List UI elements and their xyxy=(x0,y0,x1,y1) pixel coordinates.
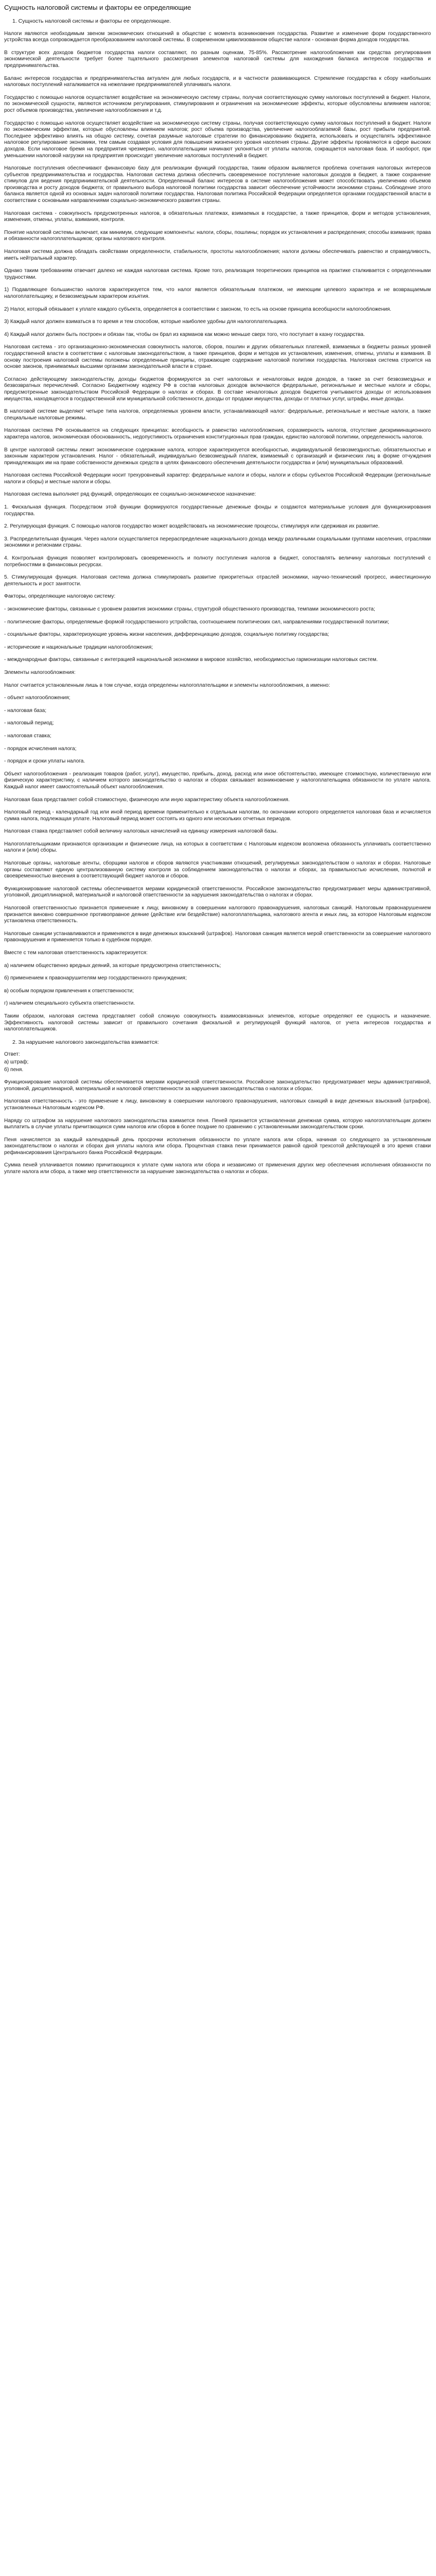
paragraph: Налоговый период - календарный год или иной период времени применительно к отдельным налогам, по окончании которого определяется налоговая база и исчисляется сумма налога, подлежащая уплате. Налоговый период может состоять из одного или нескольких отчетных периодов. xyxy=(4,809,431,822)
paragraph: Налоговая система должна обладать свойствами определенности, стабильности, простоты налогообложения; налоги должны обеспечивать равенство и справедливость, иметь нейтральный характер. xyxy=(4,249,431,261)
paragraph: - международные факторы, связанные с интеграцией национальной экономики в мировое хозяйство, необходимостью гармонизации налоговых систем. xyxy=(4,657,378,663)
paragraph: г) наличием специального субъекта ответственности. xyxy=(4,1001,135,1007)
paragraph: Налоги являются необходимым звеном экономических отношений в обществе с момента возникновения государства. Развитие и изменение форм государственного устройства всегда сопровождается преобразованием налоговой системы. В современном цивилизованном обществе налоги - основная форма доходов государства. xyxy=(4,30,431,43)
paragraph: - налоговая ставка; xyxy=(4,733,51,739)
paragraph: 1) Подавляющее большинство налогов характеризуется тем, что налог является обязательным платежом, не имеющим целевого характера и не возвращаемым налогоплательщику, и безвозмездным характером изъятия. xyxy=(4,287,431,299)
answer-option: б) пеня. xyxy=(4,1066,24,1073)
paragraph: - политические факторы, определяемые формой государственного устройства, соотношением политических сил, направлениями государственной политики; xyxy=(4,619,389,625)
paragraph: б) применением к правонарушителям мер государственного принуждения; xyxy=(4,975,187,981)
paragraph: Налог считается установленным лишь в том случае, когда определены налогоплательщики и элементы налогообложения, а именно: xyxy=(4,682,330,688)
answer-option: а) штраф; xyxy=(4,1059,29,1065)
paragraph: Сумма пеней уплачивается помимо причитающихся к уплате сумм налога или сбора и независимо от применения других мер обеспечения исполнения обязанности по уплате налога или сбора, а также мер ответственности за нарушение законодательства о налогах и сборах. xyxy=(4,1162,431,1175)
paragraph: Налоговая система - это организационно-экономическая совокупность налогов, сборов, пошлин и других обязательных платежей, взимаемых в бюджеты разных уровней государственной власти в соответствии с налоговым законодательством, а также принципов, форм и методов их установления, изменения, отмены, уплаты и взимания. В основу построения налоговой системы положены определенные принципы, отражающие содержание налоговой политики государства. Налоговая система строится на основе законов, принимаемых высшими органами законодательной власти в стране. xyxy=(4,344,431,370)
paragraph: - налоговая база; xyxy=(4,707,47,714)
paragraph: Налоговые органы, налоговые агенты, сборщики налогов и сборов являются участниками отношений, регулируемых законодательством о налогах и сборах. Налоговые органы составляют единую централизованную систему контроля за соблюдением законодательства о налогах и сборах, за правильностью исчисления, полнотой и своевременностью внесения в соответствующий бюджет налогов и сборов. xyxy=(4,860,431,879)
paragraph: Налоговая система - совокупность предусмотренных налогов, в обязательных платежах, взимаемых в государстве, а также принципов, форм и методов установления, изменения, отмены, уплаты, взимания, контроля. xyxy=(4,210,431,223)
document xyxy=(0,0,436,1187)
paragraph: Баланс интересов государства и предпринимательства актуален для любых государств, и в частности развивающихся. Стремление государства к сбору наибольших налоговых поступлений наталкивается на нежелание предпринимателей уплачивать налоги. xyxy=(4,75,431,88)
paragraph: Согласно действующему законодательству, доходы бюджетов формируются за счет налоговых и неналоговых видов доходов, а также за счет безвозмездных и безвозвратных перечислений. Согласно Бюджетному кодексу РФ в состав налоговых доходов включаются федеральные, региональные и местные налоги и сборы, предусмотренные законодательством Российской Федерации о налогах и сборах. В составе неналоговых доходов бюджетов учитываются доходы от использования имущества, находящегося в государственной или муниципальной собственности, доходы от продажи имущества, доходы от платных услуг, штрафы, иные доходы. xyxy=(4,376,431,402)
paragraph: Налоговая ставка представляет собой величину налоговых начислений на единицу измерения налоговой базы. xyxy=(4,828,278,835)
paragraph: а) наличием общественно вредных деяний, за которые предусмотрена ответственность; xyxy=(4,962,221,969)
paragraph: - экономические факторы, связанные с уровнем развития экономики страны, структурой общественного производства, темпами экономического роста; xyxy=(4,606,375,612)
paragraph: Объект налогообложения - реализация товаров (работ, услуг), имущество, прибыль, доход, расход или иное обстоятельство, имеющее стоимостную, количественную или физическую характеристику, с наличием которого законодательство о налогах и сборах связывает возникновение у налогоплательщика обязанности по уплате налога. Каждый налог имеет самостоятельный объект налогообложения. xyxy=(4,771,431,790)
spacer xyxy=(4,1074,431,1079)
paragraph: Однако таким требованиям отвечает далеко не каждая налоговая система. Кроме того, реализация теоретических принципов на практике сталкивается с определенными трудностями. xyxy=(4,268,431,280)
paragraph: в) особым порядком привлечения к ответственности; xyxy=(4,988,134,994)
paragraph: 3) Каждый налог должен взиматься в то время и тем способом, которые наиболее удобны для налогоплательщика. xyxy=(4,319,288,325)
paragraph: Налоговые поступления обеспечивают финансовую базу для реализации функций государства, таким образом выявляется проблема сочетания налоговых интересов субъектов предпринимательства и государства. Налоговая система должна обеспечить своевременное поступление налоговых доходов в бюджет, а также сохранение стимулов для ведения предпринимательской деятельности. Определенный баланс интересов в системе налогообложения может способствовать увеличению объемов производства и росту доходов бюджета; от правильного выбора налоговой политики государства зависит обеспечение устойчивости экономики страны. Соблюдение этого баланса является одной из основных задач налоговой политики государства. Налоговая политика Российской Федерации определяется органами государственной власти в соответствии с основными направлениями социально-экономического развития страны. xyxy=(4,165,431,204)
paragraph: 4. Контрольная функция позволяет контролировать своевременность и полноту поступления налогов в бюджет, сопоставлять величину налоговых поступлений с потребностями в финансовых ресурсах. xyxy=(4,555,431,568)
question-1: 1. Сущность налоговой системы и факторы ее определяющие. xyxy=(12,18,171,24)
paragraph: Налоговая система Российской Федерации носит трехуровневый характер: федеральные налоги и сборы, налоги и сборы субъектов Российской Федерации (региональные налоги и сборы) и местные налоги и сборы. xyxy=(4,472,431,485)
paragraph: Государство с помощью налогов осуществляет воздействие на экономическую систему страны, получая соответствующую сумму налоговых поступлений в бюджет. Налоги по экономическим эффектам, которые обусловлены влиянием налогов; рост объема производства, увеличение налогооблагаемой базы, рост прибыли предприятий. Последнее эффективно влиять на общую систему, сочетая разумные налоговые стратегии по финансированию бюджета, использовать и осуществлять эффективное налоговое регулирование экономики, тем самым создавая условия для повышения жизненного уровня населения страны. Другие эффекты проявляются в сфере высоких доходов. Если налоговое бремя на предприятия чрезмерно, налогоплательщики начинают уклоняться от уплаты налогов, сокращается налоговая база. И наоборот, при уменьшении налоговой нагрузки на предприятия происходит увеличение налоговых поступлений в бюджет. xyxy=(4,120,431,159)
paragraph: - исторические и национальные традиции налогообложения; xyxy=(4,644,153,650)
paragraph: Функционирование налоговой системы обеспечивается мерами юридической ответственности. Российское законодательство предусматривает меры административной, уголовной, дисциплинарной, материальной и налоговой ответственности за нарушения законодательства о налогах и сборах. xyxy=(4,886,431,899)
paragraph: 1. Фискальная функция. Посредством этой функции формируются государственные денежные фонды и создаются материальные условия для функционирования государства. xyxy=(4,504,431,517)
paragraph: Понятие налоговой системы включает, как минимум, следующие компоненты: налоги, сборы, пошлины; порядок их установления и распределения; способы взимания; права и обязанности налогоплательщиков; органы налогового контроля. xyxy=(4,229,431,242)
page-title: Сущность налоговой системы и факторы ее определяющие xyxy=(4,4,191,11)
paragraph: 5. Стимулирующая функция. Налоговая система должна стимулировать развитие приоритетных отраслей экономики, научно-технический прогресс, инвестиционную деятельность и рост занятости. xyxy=(4,574,431,587)
answer-label: Ответ: xyxy=(4,1052,20,1058)
paragraph: В налоговой системе выделяют четыре типа налогов, определяемых уровнем власти, устанавливающей налог: федеральные, региональные и местные налоги, а также специальные налоговые режимы. xyxy=(4,409,431,421)
paragraph: Вместе с тем налоговая ответственность характеризуется: xyxy=(4,950,148,956)
paragraph: 2) Налог, который обязывает к уплате каждого субъекта, определяется в соответствии с законом, то есть на основе принципа всеобщности налогообложения. xyxy=(4,306,392,312)
paragraph: 4) Каждый налог должен быть построен и обязан так, чтобы он брал из карманов как можно меньше сверх того, что поступает в казну государства. xyxy=(4,331,365,337)
paragraph: Налоговая ответственность - это применение к лицу, виновному в совершении налогового правонарушения, налоговых санкций в виде денежных взысканий (штрафов), установленных Налоговым кодексом РФ. xyxy=(4,1098,431,1111)
body-text xyxy=(4,31,431,1033)
paragraph: Таким образом, налоговая система представляет собой сложную совокупность взаимосвязанных элементов, которые определяют ее сущность и назначение. Эффективность налоговой системы зависит от правильного сочетания фискальной и регулирующей функций налогов, от учета интересов государства и налогоплательщиков. xyxy=(4,1013,431,1032)
paragraph: Налоговая база представляет собой стоимостную, физическую или иную характеристику объекта налогообложения. xyxy=(4,796,290,803)
paragraph: Функционирование налоговой системы обеспечивается мерами юридической ответственности. Российское законодательство предусматривает меры административной, уголовной, дисциплинарной, материальной и налоговой ответственности за нарушения законодательства о налогах и сборах. xyxy=(4,1079,431,1092)
paragraph: - объект налогообложения; xyxy=(4,695,71,701)
paragraph: - социальные факторы, характеризующие уровень жизни населения, дифференциацию доходов, социальную политику государства; xyxy=(4,632,329,638)
paragraph: 3. Распределительная функция. Через налоги осуществляется перераспределение национального дохода между различными социальными группами населения, отраслями экономики и регионами страны. xyxy=(4,536,431,549)
paragraph: - порядок и сроки уплаты налога. xyxy=(4,758,85,765)
paragraph: Пеня начисляется за каждый календарный день просрочки исполнения обязанности по уплате налога или сбора, начиная со следующего за установленным законодательством о налогах и сборах дня уплаты налога или сбора. Процентная ставка пени принимается равной одной трехсотой действующей в это время ставки рефинансирования Центрального банка Российской Федерации. xyxy=(4,1137,431,1156)
question-2: 2. За нарушение налогового законодательства взимается: xyxy=(12,1039,159,1045)
paragraph: Элементы налогообложения: xyxy=(4,669,76,675)
paragraph: В структуре всех доходов бюджетов государства налоги составляют, по разным оценкам, 75-85%. Рассмотрение налогообложения как средства регулирования экономической деятельности требует более тщательного рассмотрения элементов налоговой системы для нахождения баланса интересов государства и предпринимательства. xyxy=(4,49,431,69)
paragraph: Наряду со штрафом за нарушение налогового законодательства взимается пеня. Пеней признается установленная денежная сумма, которую налогоплательщик должен выплатить в случае уплаты причитающихся сумм налогов или сборов в более поздние по сравнению с установленными законодательством сроки. xyxy=(4,1117,431,1130)
paragraph: Налоговая система РФ основывается на следующих принципах: всеобщность и равенство налогообложения, соразмерность налогов, отсутствие дискриминационного характера налогов, экономическая обоснованность, недопустимость ограничения конституционных прав граждан, единство налоговой политики, определенность налогов. xyxy=(4,428,431,440)
paragraph: Налоговые санкции устанавливаются и применяются в виде денежных взысканий (штрафов). Налоговая санкция является мерой ответственности за совершение налогового правонарушения и применяется только в судебном порядке. xyxy=(4,930,431,943)
paragraph: В центре налоговой системы лежит экономическое содержание налога, которое характеризуется всеобщностью, индивидуальной безвозмездностью, обязательностью и законным характером установления. Налог - обязательный, индивидуально безвозмездный платеж, взимаемый с организаций и физических лиц в форме отчуждения принадлежащих им на праве собственности денежных средств в целях финансового обеспечения деятельности государства и (или) муниципальных образований. xyxy=(4,447,431,466)
paragraph: 2. Регулирующая функция. С помощью налогов государство может воздействовать на экономические процессы, стимулируя или сдерживая их развитие. xyxy=(4,523,380,530)
paragraph: Налогоплательщиками признаются организации и физические лица, на которых в соответствии с Налоговым кодексом возложена обязанность уплачивать соответственно налоги и (или) сборы. xyxy=(4,841,431,854)
answer-options xyxy=(4,1059,431,1073)
paragraph: Факторы, определяющие налоговую систему: xyxy=(4,594,116,600)
closing-text xyxy=(4,1079,431,1176)
paragraph: Государство с помощью налогов осуществляет воздействие на экономическую систему страны, получая соответствующую сумму налоговых поступлений в бюджет. Налоги, по экономической сущности, являются источником регулирования, стимулирования и ограничения на экономические эффекты, которые обусловлены влиянием налогов; рост объемов производства, увеличение налогообложения и т.д. xyxy=(4,94,431,113)
paragraph: Налоговая система выполняет ряд функций, определяющих ее социально-экономическое назначение: xyxy=(4,492,256,498)
paragraph: - порядок исчисления налога; xyxy=(4,745,77,752)
paragraph: - налоговый период; xyxy=(4,720,54,726)
paragraph: Налоговой ответственностью признается применение к лицу, виновному в совершении налогового правонарушения, налоговых санкций. Налоговым правонарушением признается виновно совершенное противоправное деяние (действие или бездействие) налогоплательщика, налогового агента и иных лиц, за которое Налоговым кодексом установлена ответственность. xyxy=(4,905,431,924)
